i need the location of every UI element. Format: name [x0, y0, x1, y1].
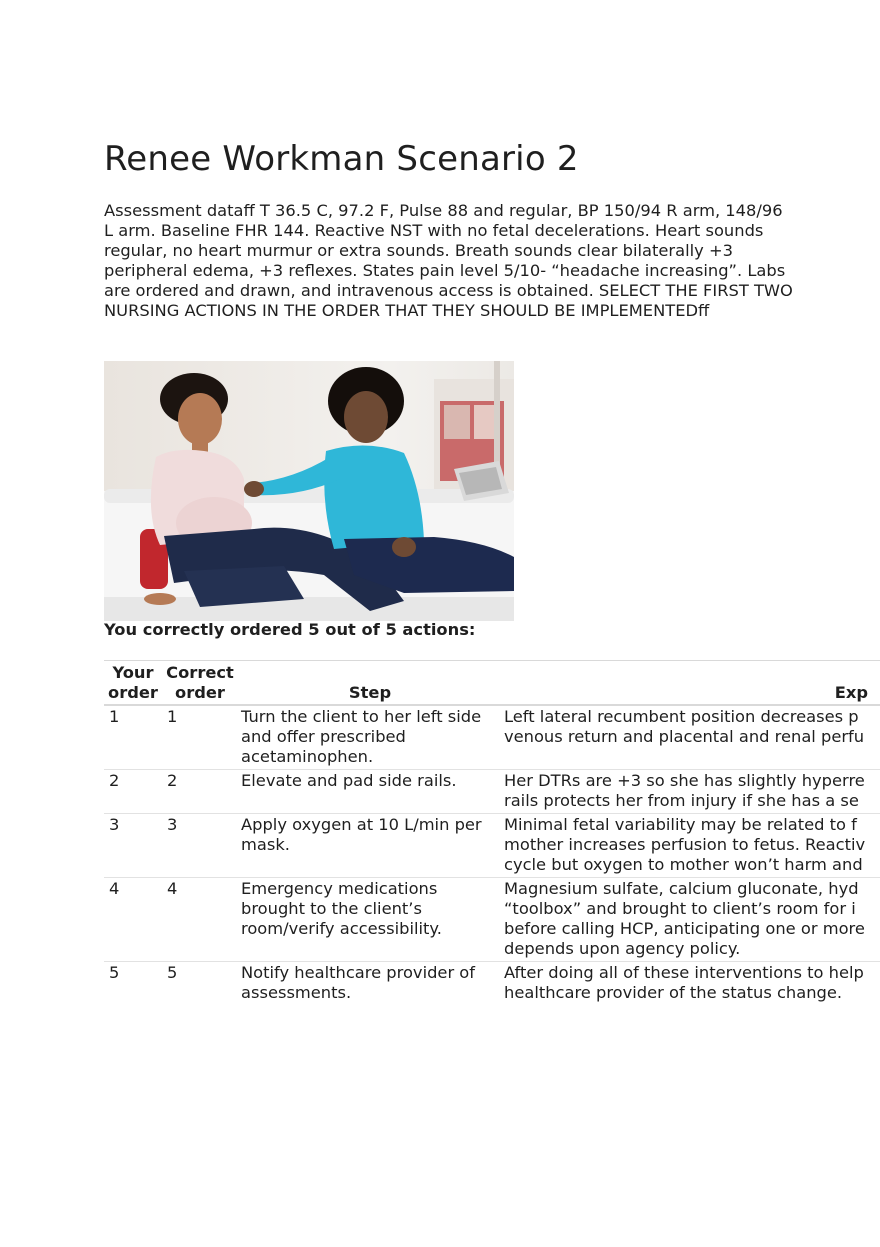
assessment-paragraph: Assessment dataff T 36.5 C, 97.2 F, Pulse 88 and regular, BP 150/94 R arm, 148/96 L arm. Baseline FHR 144. Reactive NST with no fetal decelerations. Heart sounds regular, no heart murmur or extra sounds. Breath sounds clear bilaterally +3 peripheral edema, +3 reflexes. States pain level 5/10- “headache increasing”. Labs are ordered and drawn, and intravenous access is obtained. SELECT THE FIRST TWO NURSING ACTIONS IN THE ORDER THAT THEY SHOULD BE IMPLEMENTEDff — [104, 201, 793, 320]
actions-table-container — [104, 660, 880, 1005]
explanation-line: “toolbox” and brought to client’s room for i — [504, 899, 856, 918]
table-row — [104, 705, 880, 770]
your-order-cell: 5 — [109, 963, 120, 982]
scenario-photo — [104, 361, 514, 621]
your-order-cell: 3 — [104, 814, 162, 878]
explanation-line: Left lateral recumbent position decreases p — [504, 707, 859, 726]
explanation-line: cycle but oxygen to mother won’t harm and — [504, 855, 863, 874]
explanation-line: After doing all of these interventions to help — [504, 963, 864, 982]
explanation-line: healthcare provider of the status change. — [504, 983, 843, 1002]
explanation-cell — [502, 962, 880, 1006]
explanation-line: Minimal fetal variability may be related to f — [504, 815, 857, 834]
explanation-line: before calling HCP, anticipating one or more — [504, 919, 865, 938]
correct-order-cell: 4 — [162, 878, 238, 962]
page-title: Renee Workman Scenario 2 — [104, 139, 579, 179]
step-cell: Emergency medications brought to the client’s room/verify accessibility. — [238, 878, 502, 962]
step-cell: Elevate and pad side rails. — [238, 770, 502, 814]
your-order-cell: 1 — [104, 705, 162, 770]
step-cell: Turn the client to her left side and offer prescribed acetaminophen. — [238, 705, 502, 770]
header-explanation: Exp — [502, 661, 880, 706]
explanation-line: Magnesium sulfate, calcium gluconate, hyd — [504, 879, 859, 898]
explanation-cell — [502, 814, 880, 878]
your-order-cell: 4 — [104, 878, 162, 962]
actions-table — [104, 660, 880, 1005]
table-row — [104, 878, 880, 962]
explanation-line: venous return and placental and renal perfu — [504, 727, 865, 746]
table-row — [104, 962, 880, 1006]
explanation-cell — [502, 878, 880, 962]
header-your-order: Your order — [104, 661, 162, 706]
explanation-line: Her DTRs are +3 so she has slightly hyperre — [504, 771, 865, 790]
explanation-cell — [502, 705, 880, 770]
explanation-line: depends upon agency policy. — [504, 939, 741, 958]
table-header-row — [104, 661, 880, 706]
header-step: Step — [238, 661, 502, 706]
explanation-cell — [502, 770, 880, 814]
correct-order-cell: 3 — [162, 814, 238, 878]
step-cell: Notify healthcare provider of assessments. — [241, 963, 476, 1002]
step-cell: Apply oxygen at 10 L/min per mask. — [238, 814, 502, 878]
table-row — [104, 770, 880, 814]
correct-order-cell: 2 — [162, 770, 238, 814]
correct-order-cell: 1 — [162, 705, 238, 770]
header-correct-order: Correct order — [162, 661, 238, 706]
table-row — [104, 814, 880, 878]
correct-order-cell: 5 — [167, 963, 178, 982]
result-summary: You correctly ordered 5 out of 5 actions: — [104, 620, 476, 639]
your-order-cell: 2 — [104, 770, 162, 814]
explanation-line: mother increases perfusion to fetus. Reactiv — [504, 835, 866, 854]
two-women-on-sofa-image — [104, 361, 514, 621]
explanation-line: rails protects her from injury if she has a se — [504, 791, 859, 810]
